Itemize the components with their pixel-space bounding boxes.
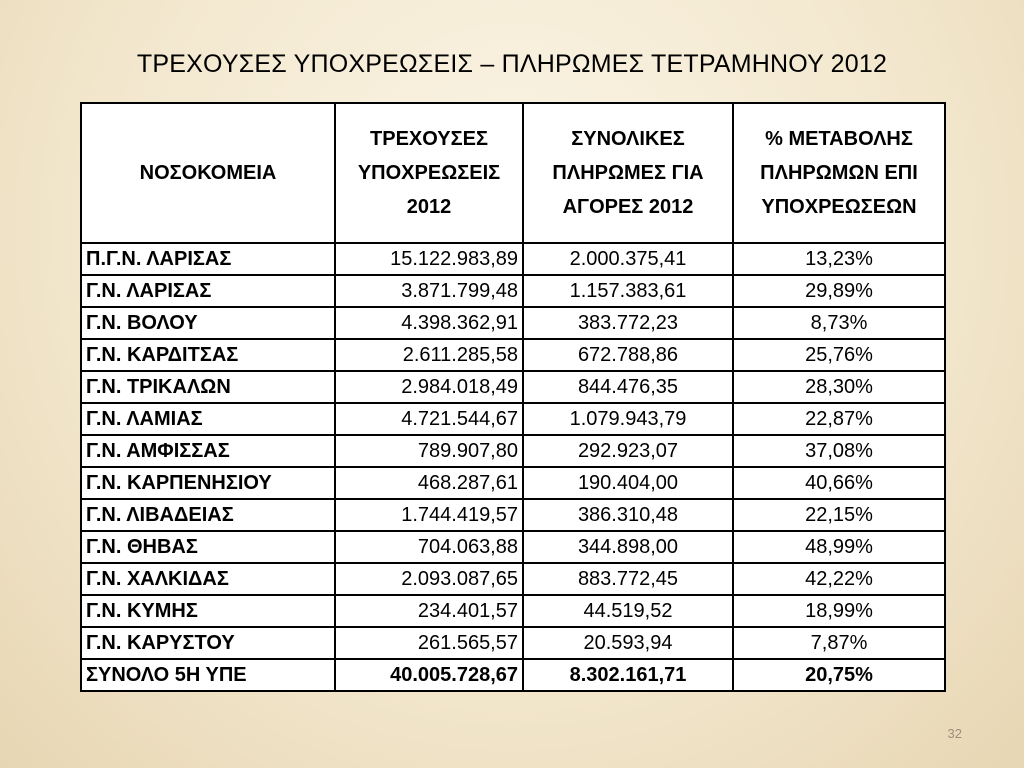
current-obligations-cell: 234.401,57 [335,595,523,627]
total-payments-cell: 672.788,86 [523,339,733,371]
current-obligations-cell: 3.871.799,48 [335,275,523,307]
total-payments-cell: 344.898,00 [523,531,733,563]
percent-change-cell: 42,22% [733,563,945,595]
hospital-name-cell: Γ.Ν. ΛΑΜΙΑΣ [81,403,335,435]
hospital-name-cell: Γ.Ν. ΛΑΡΙΣΑΣ [81,275,335,307]
percent-change-cell: 7,87% [733,627,945,659]
slide-title: ΤΡΕΧΟΥΣΕΣ ΥΠΟΧΡΕΩΣΕΙΣ – ΠΛΗΡΩΜΕΣ ΤΕΤΡΑΜΗΝΟΥ 2012 [136,50,888,78]
percent-change-cell: 13,23% [733,243,945,275]
total-payments-cell: 44.519,52 [523,595,733,627]
current-obligations-cell: 468.287,61 [335,467,523,499]
table-row [81,339,945,371]
table-row [81,307,945,339]
header-current-obligations: ΤΡΕΧΟΥΣΕΣ ΥΠΟΧΡΕΩΣΕΙΣ 2012 [335,103,523,243]
current-obligations-cell: 4.398.362,91 [335,307,523,339]
table-row [81,595,945,627]
hospital-name-cell: Γ.Ν. ΚΑΡΠΕΝΗΣΙΟΥ [81,467,335,499]
total-payments-cell: 883.772,45 [523,563,733,595]
percent-change-cell: 22,87% [733,403,945,435]
percent-change-cell: 37,08% [733,435,945,467]
current-obligations-cell: 261.565,57 [335,627,523,659]
total-percent-change-cell: 20,75% [733,659,945,691]
hospital-name-cell: Γ.Ν. ΚΥΜΗΣ [81,595,335,627]
header-hospitals: ΝΟΣΟΚΟΜΕΙΑ [81,103,335,243]
table-header-row [81,103,945,243]
total-payments-cell: 190.404,00 [523,467,733,499]
total-payments-cell: 1.157.383,61 [523,275,733,307]
hospital-name-cell: Γ.Ν. ΧΑΛΚΙΔΑΣ [81,563,335,595]
table-row [81,531,945,563]
table-row [81,563,945,595]
total-payments-cell: 386.310,48 [523,499,733,531]
header-total-payments: ΣΥΝΟΛΙΚΕΣ ΠΛΗΡΩΜΕΣ ΓΙΑ ΑΓΟΡΕΣ 2012 [523,103,733,243]
hospital-name-cell: Γ.Ν. ΒΟΛΟΥ [81,307,335,339]
percent-change-cell: 8,73% [733,307,945,339]
total-hospital-name-cell: ΣΥΝΟΛΟ 5Η ΥΠΕ [81,659,335,691]
table-row [81,435,945,467]
table-row [81,243,945,275]
total-payments-cell: 292.923,07 [523,435,733,467]
percent-change-cell: 29,89% [733,275,945,307]
table-row [81,467,945,499]
table-body [81,243,945,691]
current-obligations-cell: 2.611.285,58 [335,339,523,371]
percent-change-cell: 28,30% [733,371,945,403]
percent-change-cell: 22,15% [733,499,945,531]
total-total-payments-cell: 8.302.161,71 [523,659,733,691]
hospital-name-cell: Γ.Ν. ΛΙΒΑΔΕΙΑΣ [81,499,335,531]
current-obligations-cell: 2.984.018,49 [335,371,523,403]
hospital-name-cell: Γ.Ν. ΘΗΒΑΣ [81,531,335,563]
current-obligations-cell: 4.721.544,67 [335,403,523,435]
total-payments-cell: 844.476,35 [523,371,733,403]
table-row [81,275,945,307]
current-obligations-cell: 789.907,80 [335,435,523,467]
total-payments-cell: 2.000.375,41 [523,243,733,275]
table-row [81,371,945,403]
hospital-payments-table [80,102,946,692]
hospital-name-cell: Γ.Ν. ΑΜΦΙΣΣΑΣ [81,435,335,467]
page-number: 32 [947,726,962,741]
table-row [81,627,945,659]
percent-change-cell: 40,66% [733,467,945,499]
hospital-name-cell: Γ.Ν. ΚΑΡΔΙΤΣΑΣ [81,339,335,371]
table-row [81,499,945,531]
current-obligations-cell: 2.093.087,65 [335,563,523,595]
current-obligations-cell: 1.744.419,57 [335,499,523,531]
percent-change-cell: 48,99% [733,531,945,563]
hospital-name-cell: Γ.Ν. ΤΡΙΚΑΛΩΝ [81,371,335,403]
hospital-name-cell: Γ.Ν. ΚΑΡΥΣΤΟΥ [81,627,335,659]
percent-change-cell: 18,99% [733,595,945,627]
current-obligations-cell: 704.063,88 [335,531,523,563]
total-payments-cell: 20.593,94 [523,627,733,659]
table-row [81,403,945,435]
header-percent-change: % ΜΕΤΑΒΟΛΗΣ ΠΛΗΡΩΜΩΝ ΕΠΙ ΥΠΟΧΡΕΩΣΕΩΝ [733,103,945,243]
total-payments-cell: 383.772,23 [523,307,733,339]
current-obligations-cell: 15.122.983,89 [335,243,523,275]
total-current-obligations-cell: 40.005.728,67 [335,659,523,691]
percent-change-cell: 25,76% [733,339,945,371]
hospital-name-cell: Π.Γ.Ν. ΛΑΡΙΣΑΣ [81,243,335,275]
table-total-row [81,659,945,691]
total-payments-cell: 1.079.943,79 [523,403,733,435]
